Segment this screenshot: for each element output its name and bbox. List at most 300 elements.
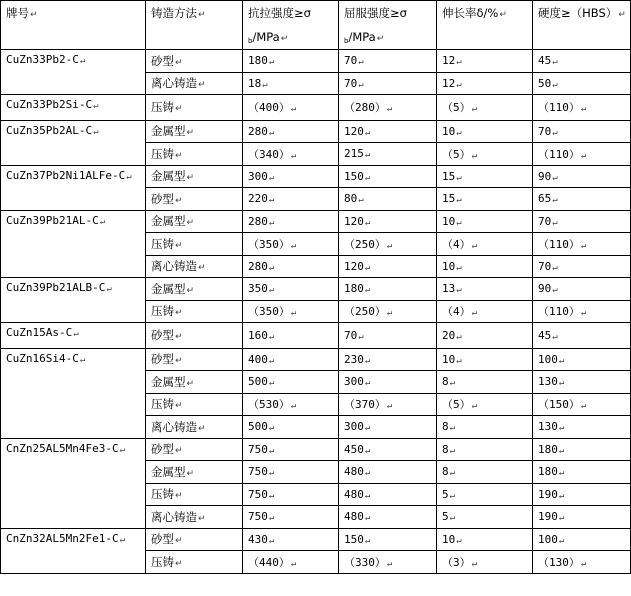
paragraph-mark: ↵ [552,127,558,138]
paragraph-mark: ↵ [364,490,371,501]
paragraph-mark: ↵ [471,150,478,161]
paragraph-mark: ↵ [186,378,195,389]
table-row [1,95,631,121]
yield-cell-text: （370） [344,398,386,412]
yield-cell [339,371,437,394]
paragraph-mark: ↵ [99,216,106,227]
elongation-cell [437,416,533,439]
tensile-cell [243,483,339,506]
paragraph-mark: ↵ [73,329,79,339]
paragraph-mark: ↵ [364,150,371,161]
method-cell-text: 砂型 [151,191,174,206]
grade-cell-text: CuZn33Pb2-C [6,53,79,66]
paragraph-mark: ↵ [126,171,132,182]
elongation-cell-text: 5 [442,487,449,501]
yield-cell-text: 300 [344,420,364,434]
header-elongation [437,1,533,50]
method-cell-text: 砂型 [151,352,174,367]
hardness-cell-text: 130 [538,375,558,389]
paragraph-mark: ↵ [449,378,456,389]
elongation-cell-text: 20 [442,328,456,342]
method-cell-text: 压铸 [151,487,174,502]
yield-cell-text: 480 [344,487,364,501]
hardness-cell [533,416,631,439]
tensile-cell [243,506,339,529]
hardness-cell-text: 90 [538,169,552,183]
method-cell-text: 离心铸造 [151,259,197,274]
paragraph-mark: ↵ [358,195,364,206]
yield-cell [339,188,437,211]
yield-cell-text: 180 [344,282,364,296]
method-cell-text: 压铸 [151,397,174,412]
hardness-cell-text: 45 [538,328,552,342]
elongation-cell-text: 10 [442,124,456,138]
elongation-cell [437,483,533,506]
table-row [1,210,631,233]
tensile-cell [243,255,339,278]
paragraph-mark: ↵ [290,401,297,412]
method-cell [146,210,243,233]
paragraph-mark: ↵ [386,240,393,251]
paragraph-mark: ↵ [186,128,195,139]
hardness-cell-text: 50 [538,76,552,90]
paragraph-mark: ↵ [119,444,126,455]
yield-cell-text: 80 [344,192,358,206]
elongation-cell-text: 10 [442,259,456,273]
elongation-cell [437,528,533,551]
elongation-cell-text: 8 [442,465,449,479]
yield-cell-text: 215 [344,147,364,161]
header-yield-subscript: b [344,37,349,45]
method-cell-text: 金属型 [151,374,186,389]
elongation-cell [437,255,533,278]
paragraph-mark: ↵ [268,355,275,366]
method-cell-text: 离心铸造 [151,419,197,434]
elongation-cell-text: 8 [442,442,449,456]
tensile-cell-text: 750 [248,465,268,479]
hardness-cell-text: 65 [538,192,552,206]
grade-cell [1,120,146,165]
hardness-cell-text: （150） [538,398,580,412]
paragraph-mark: ↵ [456,217,462,228]
paragraph-mark: ↵ [268,195,275,206]
grade-cell [1,528,146,573]
hardness-cell [533,255,631,278]
yield-cell [339,95,437,121]
method-cell-text: 压铸 [151,146,174,161]
paragraph-mark: ↵ [386,558,393,569]
paragraph-mark: ↵ [175,558,183,569]
method-cell-text: 金属型 [151,464,186,479]
tensile-cell [243,233,339,256]
header-yield-unit [344,30,431,45]
paragraph-mark: ↵ [175,240,183,251]
yield-cell-text: 70 [344,54,358,68]
tensile-cell-text: 350 [248,282,268,296]
yield-cell-text: （280） [344,101,386,115]
method-cell-text: 砂型 [151,53,174,68]
paragraph-mark: ↵ [364,445,371,456]
tensile-cell [243,348,339,371]
elongation-cell [437,506,533,529]
yield-cell-text: （250） [344,237,386,251]
hardness-cell-text: 45 [538,54,552,68]
paragraph-mark: ↵ [558,423,565,434]
yield-cell [339,50,437,73]
tensile-cell [243,143,339,166]
elongation-cell [437,371,533,394]
hardness-cell [533,120,631,143]
tensile-cell-text: （340） [248,147,290,161]
method-cell [146,371,243,394]
grade-cell-text: CuZn39Pb21AL-C [6,213,99,227]
yield-cell-text: 480 [344,510,364,524]
paragraph-mark: ↵ [358,79,364,90]
hardness-cell-text: 70 [538,124,552,138]
yield-cell [339,255,437,278]
paragraph-mark: ↵ [580,558,587,569]
yield-cell [339,416,437,439]
paragraph-mark: ↵ [268,172,275,183]
paragraph-mark: ↵ [364,535,371,546]
table-row [1,348,631,371]
tensile-cell [243,551,339,574]
paragraph-mark: ↵ [364,262,371,273]
method-cell [146,188,243,211]
hardness-cell-text: （110） [538,237,580,251]
yield-cell-text: 230 [344,352,364,366]
elongation-cell [437,278,533,301]
method-cell [146,416,243,439]
hardness-cell-text: （110） [538,101,580,115]
method-cell-text: 金属型 [151,124,186,139]
paragraph-mark: ↵ [280,34,289,44]
elongation-cell-text: （5） [442,147,471,161]
method-cell-text: 压铸 [151,236,174,251]
paragraph-mark: ↵ [456,127,462,138]
hardness-cell [533,278,631,301]
paragraph-mark: ↵ [558,355,565,366]
grade-cell [1,323,146,349]
yield-cell-text: 120 [344,259,364,273]
elongation-cell-text: 12 [442,76,456,90]
elongation-cell-text: （4） [442,305,471,319]
method-cell [146,72,243,95]
paragraph-mark: ↵ [364,378,371,389]
paragraph-mark: ↵ [618,10,626,20]
paragraph-mark: ↵ [175,356,183,367]
method-cell-text: 压铸 [151,100,174,115]
paragraph-mark: ↵ [186,173,195,184]
elongation-cell-text: 13 [442,282,456,296]
paragraph-mark: ↵ [119,534,126,545]
paragraph-mark: ↵ [580,240,587,251]
paragraph-mark: ↵ [558,513,565,524]
paragraph-mark: ↵ [198,80,206,91]
hardness-cell [533,143,631,166]
tensile-cell-text: 500 [248,420,268,434]
header-hardness [533,1,631,50]
paragraph-mark: ↵ [449,423,456,434]
tensile-cell-text: 280 [248,259,268,273]
method-cell [146,323,243,349]
paragraph-mark: ↵ [456,535,462,546]
paragraph-mark: ↵ [198,10,206,20]
paragraph-mark: ↵ [268,490,275,501]
method-cell-text: 离心铸造 [151,509,197,524]
paragraph-mark: ↵ [268,57,275,68]
elongation-cell-text: 12 [442,54,456,68]
paragraph-mark: ↵ [175,401,183,412]
hardness-cell-text: 100 [538,532,558,546]
header-tensile [243,1,339,50]
paragraph-mark: ↵ [456,57,462,68]
paragraph-mark: ↵ [471,308,478,319]
paragraph-mark: ↵ [358,57,364,68]
paragraph-mark: ↵ [268,217,275,228]
hardness-cell [533,165,631,188]
elongation-cell-text: （3） [442,555,471,569]
hardness-cell-text: 70 [538,214,552,228]
header-grade-text: 牌号 [6,6,29,20]
tensile-cell-text: 400 [248,352,268,366]
yield-cell [339,461,437,484]
tensile-cell-text: 18 [248,76,262,90]
paragraph-mark: ↵ [558,378,565,389]
elongation-cell-text: （4） [442,237,471,251]
method-cell-text: 砂型 [151,442,174,457]
yield-cell [339,278,437,301]
table-row [1,528,631,551]
yield-cell-text: 150 [344,169,364,183]
method-cell [146,528,243,551]
paragraph-mark: ↵ [552,217,558,228]
method-cell [146,165,243,188]
elongation-cell-text: 15 [442,192,456,206]
yield-cell [339,143,437,166]
hardness-cell-text: 180 [538,465,558,479]
yield-cell [339,438,437,461]
yield-cell-text: 480 [344,465,364,479]
paragraph-mark: ↵ [106,284,112,294]
grade-cell-text: CuZn16Si4-C [6,351,79,365]
paragraph-mark: ↵ [364,423,371,434]
paragraph-mark: ↵ [175,195,183,206]
paragraph-mark: ↵ [471,240,478,251]
paragraph-mark: ↵ [268,513,275,524]
hardness-cell-text: 70 [538,259,552,273]
elongation-cell [437,461,533,484]
paragraph-mark: ↵ [290,240,297,251]
paragraph-mark: ↵ [386,308,393,319]
grade-cell-text: CuZn33Pb2Si-C [6,98,93,111]
method-cell [146,483,243,506]
yield-cell [339,120,437,143]
paragraph-mark: ↵ [364,355,371,366]
paragraph-mark: ↵ [456,262,462,273]
paragraph-mark: ↵ [558,490,565,501]
header-yield [339,1,437,50]
paragraph-mark: ↵ [290,104,297,115]
tensile-cell-text: 750 [248,510,268,524]
elongation-cell [437,95,533,121]
elongation-cell [437,551,533,574]
hardness-cell-text: 180 [538,442,558,456]
grade-cell [1,210,146,278]
paragraph-mark: ↵ [79,354,86,365]
tensile-cell-text: 180 [248,54,268,68]
elongation-cell-text: 10 [442,214,456,228]
table-row [1,50,631,73]
method-cell [146,255,243,278]
hardness-cell [533,300,631,323]
yield-cell [339,72,437,95]
tensile-cell-text: （350） [248,305,290,319]
tensile-cell [243,416,339,439]
tensile-cell-text: 750 [248,442,268,456]
grade-cell [1,278,146,323]
method-cell-text: 砂型 [151,328,174,343]
hardness-cell [533,393,631,416]
grade-cell-text: CuZn39Pb21ALB-C [6,281,106,294]
grade-cell [1,95,146,121]
yield-cell-text: （250） [344,305,386,319]
header-method-text: 铸造方法 [151,6,197,20]
paragraph-mark: ↵ [290,308,297,319]
paragraph-mark: ↵ [456,172,462,183]
paragraph-mark: ↵ [268,423,275,434]
elongation-cell-text: （5） [442,398,471,412]
paragraph-mark: ↵ [268,262,275,273]
grade-cell-text: CuZn37Pb2Ni1ALFe-C [6,168,126,182]
paragraph-mark: ↵ [471,104,478,115]
table-row [1,120,631,143]
paragraph-mark: ↵ [268,378,275,389]
paragraph-mark: ↵ [175,57,183,68]
paragraph-mark: ↵ [580,104,587,115]
yield-cell [339,506,437,529]
yield-cell [339,233,437,256]
header-method [146,1,243,50]
tensile-cell-text: 280 [248,124,268,138]
paragraph-mark: ↵ [93,126,99,137]
header-grade [1,1,146,50]
method-cell [146,551,243,574]
paragraph-mark: ↵ [198,423,206,434]
paragraph-mark: ↵ [552,172,558,183]
tensile-cell-text: 160 [248,328,268,342]
elongation-cell [437,72,533,95]
hardness-cell [533,438,631,461]
method-cell [146,300,243,323]
yield-cell-text: （330） [344,555,386,569]
tensile-cell [243,300,339,323]
paragraph-mark: ↵ [364,513,371,524]
elongation-cell [437,143,533,166]
paragraph-mark: ↵ [552,57,558,68]
header-tensile-unit [248,30,333,45]
paragraph-mark: ↵ [175,536,183,547]
paragraph-mark: ↵ [198,513,206,524]
hardness-cell-text: （130） [538,555,580,569]
paragraph-mark: ↵ [364,468,371,479]
paragraph-mark: ↵ [175,150,183,161]
tensile-cell-text: 430 [248,532,268,546]
grade-cell-text: CnZn32AL5Mn2Fe1-C [6,531,119,545]
paragraph-mark: ↵ [268,127,275,138]
tensile-cell-text: 220 [248,192,268,206]
hardness-cell-text: （110） [538,147,580,161]
paragraph-mark: ↵ [386,104,393,115]
paragraph-mark: ↵ [79,56,86,66]
grade-cell-text: CuZn35Pb2AL-C [6,123,93,137]
elongation-cell [437,438,533,461]
paragraph-mark: ↵ [580,150,587,161]
paragraph-mark: ↵ [552,262,558,273]
tensile-cell-text: 300 [248,169,268,183]
paragraph-mark: ↵ [449,445,456,456]
tensile-cell [243,188,339,211]
paragraph-mark: ↵ [552,79,558,90]
hardness-cell [533,551,631,574]
yield-cell [339,393,437,416]
paragraph-mark: ↵ [290,150,297,161]
paragraph-mark: ↵ [93,101,99,111]
paragraph-mark: ↵ [364,127,371,138]
yield-cell [339,165,437,188]
header-tensile-text: 抗拉强度≥σ [248,6,311,20]
hardness-cell-text: 100 [538,352,558,366]
elongation-cell-text: （5） [442,101,471,115]
paragraph-mark: ↵ [558,468,565,479]
tensile-cell [243,371,339,394]
table-row [1,323,631,349]
elongation-cell [437,165,533,188]
hardness-cell [533,210,631,233]
paragraph-mark: ↵ [186,285,195,296]
hardness-cell [533,348,631,371]
header-tensile-unit-text: /MPa [252,30,280,44]
header-elongation-text: 伸长率δ/% [442,6,499,20]
header-row [1,1,631,50]
method-cell-text: 压铸 [151,554,174,569]
elongation-cell-text: 8 [442,375,449,389]
grade-cell-text: CnZn25AL5Mn4Fe3-C [6,441,119,455]
method-cell [146,506,243,529]
hardness-cell [533,50,631,73]
yield-cell-text: 150 [344,532,364,546]
paragraph-mark: ↵ [499,10,507,20]
tensile-cell [243,461,339,484]
yield-cell-text: 300 [344,375,364,389]
method-cell [146,278,243,301]
elongation-cell [437,233,533,256]
paragraph-mark: ↵ [364,285,371,296]
tensile-cell [243,165,339,188]
method-cell-text: 压铸 [151,304,174,319]
tensile-cell [243,393,339,416]
hardness-cell-text: 90 [538,282,552,296]
paragraph-mark: ↵ [580,308,587,319]
grade-cell [1,348,146,438]
tensile-cell-text: 500 [248,375,268,389]
yield-cell [339,300,437,323]
elongation-cell [437,393,533,416]
paragraph-mark: ↵ [552,285,558,296]
grade-cell [1,438,146,528]
hardness-cell [533,233,631,256]
tensile-cell-text: 750 [248,487,268,501]
